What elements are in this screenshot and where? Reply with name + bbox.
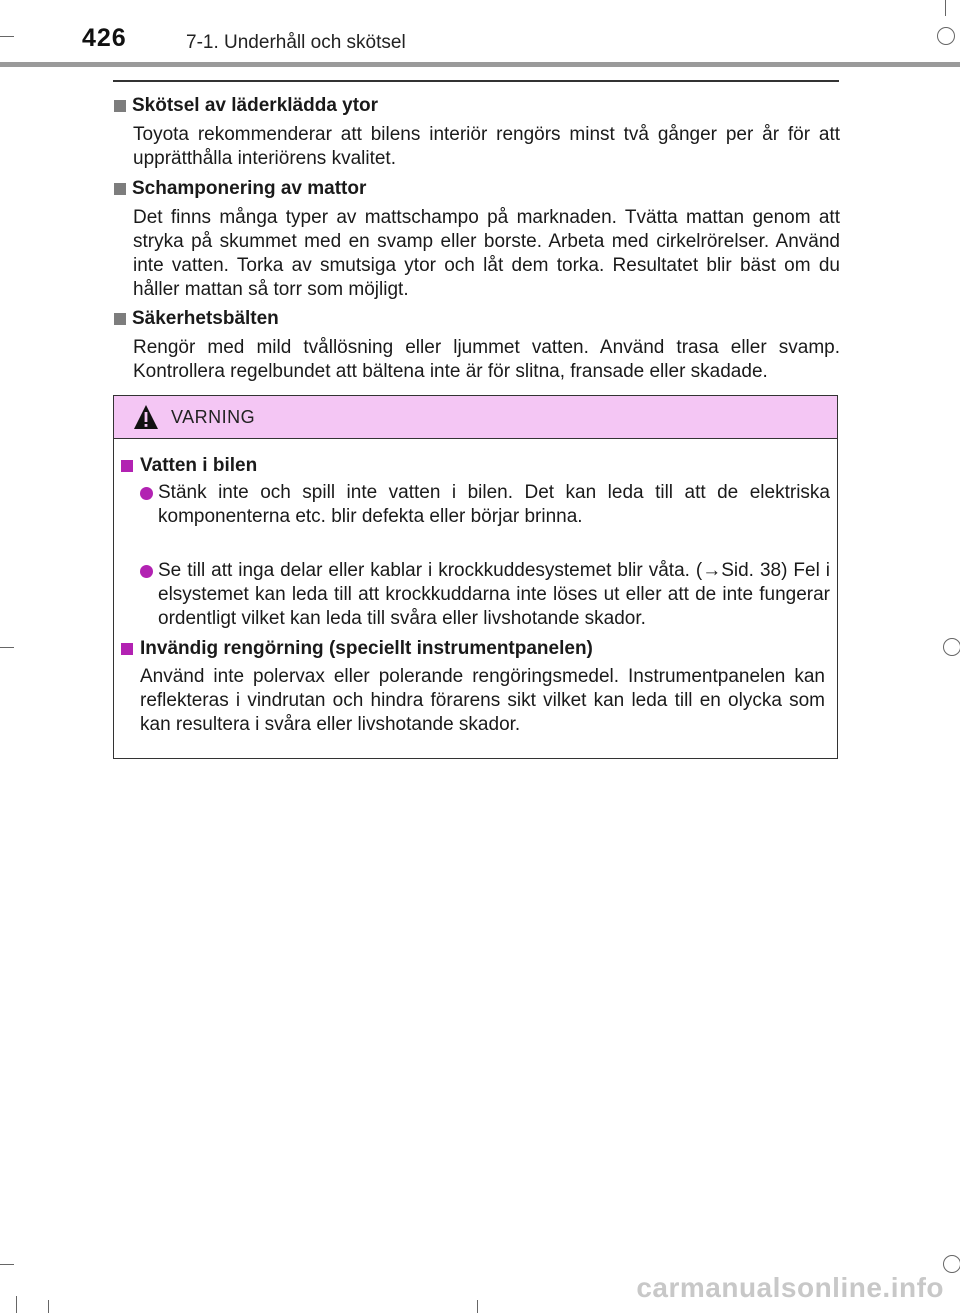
crop-mark (477, 1300, 478, 1313)
round-bullet-icon (140, 565, 153, 578)
warning-bullet (140, 481, 830, 529)
crop-mark (945, 0, 946, 16)
section-title: Schamponering av mattor (132, 178, 367, 199)
crop-mark (0, 36, 14, 37)
content-top-rule (113, 80, 839, 82)
warning-item-title: Vatten i bilen (140, 455, 258, 476)
page-header (0, 0, 960, 70)
crop-mark (48, 1300, 49, 1313)
warning-label: VARNING (171, 406, 256, 427)
watermark: carmanualsonline.info (636, 1272, 944, 1303)
square-bullet-icon (121, 460, 133, 472)
square-bullet-icon (114, 183, 126, 195)
warning-box (113, 395, 838, 759)
crop-mark (0, 1264, 14, 1265)
section-body: Toyota rekommenderar att bilens interiör rengörs minst två gånger per år för att upprätthålla interiörens kvalitet. (133, 124, 840, 169)
square-bullet-icon (114, 100, 126, 112)
section-title: Skötsel av läderklädda ytor (132, 95, 379, 116)
warning-item-body: Använd inte polervax eller polerande rengöringsmedel. Instrumentpanelen kan reflekteras i vindrutan och hindra förarens sikt vilket kan leda till en olycka som kan resultera i svåra eller livshotande skador. (140, 666, 825, 735)
section-title: Säkerhetsbälten (132, 308, 279, 329)
chapter-title: 7-1. Underhåll och skötsel (186, 32, 406, 53)
round-bullet-icon (140, 487, 153, 500)
registration-mark-icon (943, 1255, 960, 1273)
square-bullet-icon (114, 313, 126, 325)
header-rule (0, 62, 960, 67)
section-leather-care (113, 92, 840, 171)
section-body: Rengör med mild tvållösning eller ljummet vatten. Använd trasa eller svamp. Kontrollera regelbundet att bältena inte är för slitna, fransade eller skadade. (133, 337, 840, 382)
square-bullet-icon (121, 643, 133, 655)
warning-header (114, 396, 837, 439)
warning-triangle-icon (133, 404, 159, 430)
crop-mark (0, 647, 14, 648)
section-body: Det finns många typer av mattschampo på marknaden. Tvätta mattan genom att stryka på skummet med en svamp eller borste. Arbeta med cirkelrörelser. Använd inte vatten. Torka av smutsiga ytor och låt dem torka. Resultatet blir bäst om du håller mattan så torr som möjligt. (133, 207, 840, 300)
section-carpet-shampoo (113, 175, 840, 302)
page-number: 426 (82, 24, 127, 52)
warning-item-title: Invändig rengörning (speciellt instrumentpanelen) (140, 638, 593, 659)
bullet-text: Se till att inga delar eller kablar i krockkuddesystemet blir våta. (→Sid. 38) Fel i elsystemet kan leda till att krockkuddarna inte löses ut eller att de inte fungerar ordentligt vilket kan leda till svåra eller livshotande skador. (158, 560, 830, 629)
bullet-text: Stänk inte och spill inte vatten i bilen. Det kan leda till att de elektriska komponenterna etc. blir defekta eller börjar brinna. (158, 482, 830, 527)
warning-bullet (140, 559, 830, 631)
crop-mark (16, 1296, 17, 1313)
registration-mark-icon (943, 638, 960, 656)
section-seat-belts (113, 305, 840, 384)
registration-mark-icon (937, 27, 955, 45)
